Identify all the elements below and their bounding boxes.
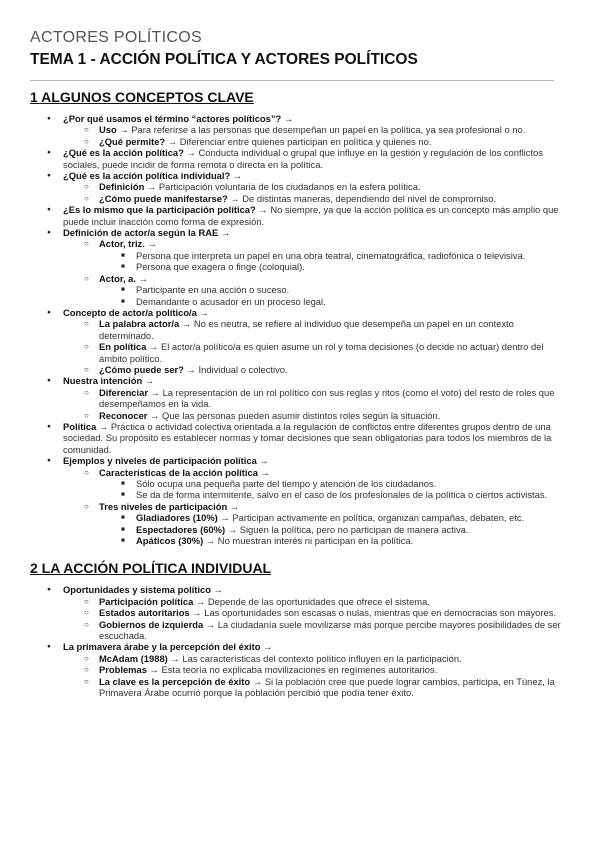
item-term: Reconocer → (99, 409, 160, 421)
item-text: La ciudadanía suele movilizarse más porque percibe mayores posibilidades de ser escuchada. (99, 618, 561, 642)
item-text: Las características del contexto político influyen en la participación. (179, 652, 462, 664)
section-1-list (30, 113, 562, 546)
sub-list (63, 596, 562, 642)
item-term: Problemas → (99, 664, 159, 676)
item-term: Concepto de actor/a político/a → (63, 306, 209, 318)
sub-list-item (63, 318, 562, 341)
sub-sub-list-item (99, 296, 562, 307)
item-text: Para referirse a las personas que desempeñan un papel en la política, ya sea profesional o no. (128, 124, 526, 136)
page-title: TEMA 1 - ACCIÓN POLÍTICA Y ACTORES POLÍTICOS (30, 51, 418, 68)
list-item (30, 227, 562, 307)
item-term: ¿Cómo puede ser? → (99, 363, 196, 375)
sub-list-item (63, 467, 562, 501)
item-term: Definición de actor/a según la RAE → (63, 227, 231, 239)
title-divider (30, 80, 554, 81)
item-text: Que las personas pueden asumir distintos roles según la situación. (159, 409, 441, 421)
sub-sub-list-item (99, 261, 562, 272)
item-term: ¿Por qué usamos el término “actores políticos”? → (63, 113, 294, 124)
sub-list (63, 124, 562, 147)
item-text: Diferenciar entre quienes participan en política y quienes no. (177, 135, 432, 147)
item-text: No es neutra, se refiere al individuo que desempeña un papel en un contexto determinado. (99, 318, 514, 341)
item-text: Participante en una acción o suceso. (136, 284, 290, 296)
item-text: Conducta individual o grupal que influye en la gestión y regulación de los conflictos sociales, puede incidir de forma remota o directa en la política. (63, 147, 543, 170)
sub-list-item (63, 341, 562, 364)
sub-list-item (63, 238, 562, 272)
sub-sub-list (99, 512, 562, 546)
item-term: Espectadores (60%) → (136, 523, 238, 535)
sub-sub-list-item (99, 250, 562, 261)
sub-list (63, 181, 562, 204)
item-term: McAdam (1988) → (99, 652, 180, 664)
sub-sub-list-item (99, 535, 562, 546)
sub-list-item (63, 273, 562, 307)
item-term: Participación política → (99, 595, 206, 607)
item-term: La palabra actor/a → (99, 318, 192, 330)
section-2-list (30, 584, 562, 698)
sub-sub-list (99, 250, 562, 273)
item-term: Nuestra intención → (63, 375, 155, 387)
item-text: Persona que interpreta un papel en una obra teatral, cinematográfica, radiofónica o televisiva. (136, 249, 526, 261)
list-item (30, 147, 562, 170)
list-item (30, 455, 562, 546)
subject-label: ACTORES POLÍTICOS (30, 29, 202, 46)
item-text: Demandante o acusador en un proceso legal. (136, 295, 326, 307)
item-term: Política → (63, 420, 109, 432)
item-term: Características de la acción política → (99, 466, 270, 478)
item-text: Si la población cree que puede lograr cambios, participa, en Túnez, la Primavera Árabe ocurrió porque la población percibió que podía tener éxito. (99, 675, 555, 699)
sub-sub-list (99, 284, 562, 307)
sub-list-item (63, 364, 562, 375)
item-term: Gladiadores (10%) → (136, 512, 230, 524)
item-term: Definición → (99, 181, 157, 193)
item-text: La representación de un rol político con sus reglas y ritos (como el voto) del resto de roles que desempeñamos en la vida. (99, 386, 555, 410)
section-heading-2: 2 LA ACCIÓN POLÍTICA INDIVIDUAL (30, 560, 272, 577)
sub-list-item (63, 181, 562, 192)
sub-list (63, 387, 562, 421)
item-text: De distintas maneras, dependiendo del nivel de compromiso. (239, 192, 497, 204)
list-item (30, 421, 562, 455)
list-item (30, 307, 562, 375)
section-heading-1: 1 ALGUNOS CONCEPTOS CLAVE (30, 89, 254, 105)
sub-list-item (63, 664, 562, 675)
item-term: ¿Cómo puede manifestarse? → (99, 192, 240, 204)
sub-sub-list-item (99, 489, 562, 500)
list-item (30, 170, 562, 204)
sub-list-item (63, 653, 562, 664)
item-text: Individual o colectivo. (195, 363, 288, 375)
item-text: No muestran interés ni participan en la política. (215, 535, 414, 547)
item-term: ¿Qué permite? → (99, 135, 178, 147)
item-text: Depende de las oportunidades que ofrece el sistema. (205, 595, 430, 607)
sub-list-item (63, 410, 562, 421)
item-term: Oportunidades y sistema político → (63, 584, 223, 596)
sub-list (63, 653, 562, 699)
item-text: No siempre, ya que la acción política es un concepto más amplio que puede incluir inacción como forma de expresión. (63, 204, 559, 227)
sub-list (63, 318, 562, 375)
sub-sub-list (99, 478, 562, 501)
item-text: Esta teoría no explicaba movilizaciones en regímenes autoritarios. (158, 664, 438, 676)
item-term: Uso → (99, 124, 129, 136)
sub-list-item (63, 501, 562, 547)
sub-list (63, 238, 562, 306)
item-text: El actor/a político/a es quien asume un rol y toma decisiones (o decide no actuar) dentro del ámbito político. (99, 341, 544, 364)
list-item (30, 641, 562, 698)
sub-sub-list-item (99, 478, 562, 489)
sub-list-item (63, 596, 562, 607)
sub-list (63, 467, 562, 547)
item-text: Siguen la política, pero no participan de manera activa. (237, 523, 469, 535)
item-term: En política → (99, 341, 159, 353)
item-text: Persona que exagera o finge (coloquial). (136, 261, 305, 273)
item-text: Las oportunidades son escasas o nulas, mientras que en democracias son mayores. (201, 607, 557, 619)
list-item (30, 584, 562, 641)
item-term: Apáticos (30%) → (136, 535, 216, 547)
list-item (30, 375, 562, 421)
item-text: Participan activamente en política, organizan campañas, debaten, etc. (229, 512, 525, 524)
item-term: Estados autoritarios → (99, 607, 202, 619)
sub-sub-list-item (99, 524, 562, 535)
sub-sub-list-item (99, 284, 562, 295)
sub-list-item (63, 607, 562, 618)
item-term: La clave es la percepción de éxito → (99, 675, 263, 687)
item-term: Diferenciar → (99, 386, 160, 398)
item-text: Práctica o actividad colectiva orientada a la regulación de conflictos entre diferentes grupos dentro de una sociedad. Su propósito es establecer normas y tomar decisiones que sean obligatorias para todos los miembros de la comunidad. (63, 420, 552, 455)
item-text: Actor, a. → (99, 272, 148, 284)
sub-list-item (63, 619, 562, 642)
sub-list-item (63, 676, 562, 699)
item-text: Se da de forma intermitente, salvo en el caso de los profesionales de la política o ciertos activistas. (136, 489, 548, 501)
item-term: Tres niveles de participación → (99, 500, 240, 512)
item-term: Gobiernos de izquierda → (99, 618, 216, 630)
sub-sub-list-item (99, 512, 562, 523)
list-item (30, 204, 562, 227)
item-text: Sólo ocupa una pequeña parte del tiempo y atención de los ciudadanos. (136, 478, 437, 489)
list-item (30, 113, 562, 147)
item-term: ¿Qué es la acción política individual? → (63, 170, 243, 182)
item-term: ¿Es lo mismo que la participación política? → (63, 204, 268, 216)
item-term: ¿Qué es la acción política? → (63, 147, 196, 159)
item-term: La primavera árabe y la percepción del éxito → (63, 641, 273, 653)
item-text: Participación voluntaria de los ciudadanos en la esfera política. (156, 181, 421, 193)
item-text: Actor, triz. → (99, 238, 157, 250)
sub-list-item (63, 124, 562, 135)
sub-list-item (63, 136, 562, 147)
item-term: Ejemplos y niveles de participación política → (63, 455, 269, 467)
sub-list-item (63, 193, 562, 204)
sub-list-item (63, 387, 562, 410)
